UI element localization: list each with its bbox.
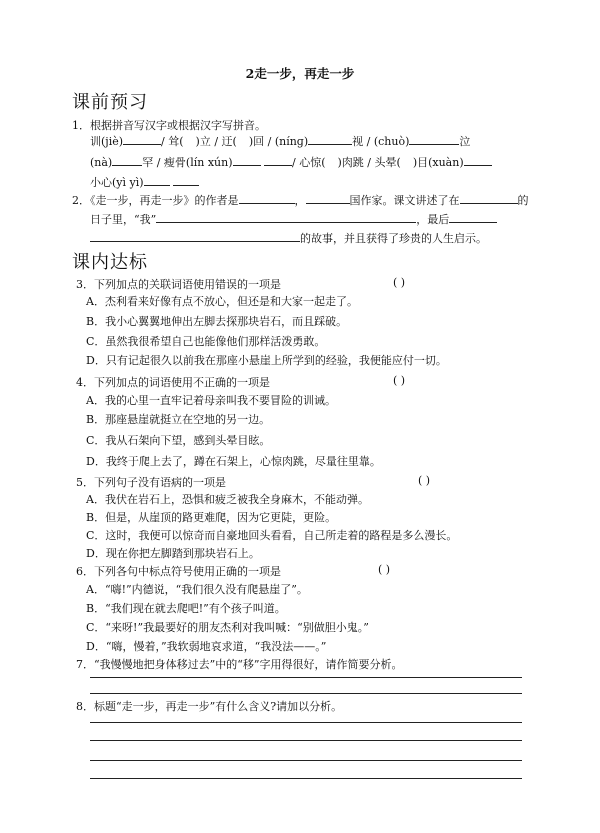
question-4-stem: 4．下列加点的词语使用不正确的一项是 — [76, 376, 270, 389]
question-5-stem: 5．下列句子没有语病的一项是 — [76, 476, 226, 489]
question-1-row-2: (nà) 罕 / 瘦骨(lín xún) / 心惊( )肉跳 / 头晕( )目(xuàn) — [90, 154, 492, 170]
question-8-stem: 8．标题“走一步，再走一步”有什么含义?请加以分析。 — [76, 700, 343, 713]
option-d[interactable]: D．我终于爬上去了，蹲在石架上，心惊肉跳，尽量往里靠。 — [86, 455, 381, 468]
answer-blank[interactable] — [156, 212, 416, 223]
answer-parenthesis[interactable]: ( ) — [393, 276, 406, 289]
option-c[interactable]: C．虽然我很希望自己也能像他们那样活泼勇敢。 — [86, 335, 326, 348]
answer-blank[interactable] — [449, 212, 497, 223]
option-a[interactable]: A．我伏在岩石上，恐惧和疲乏被我全身麻木，不能动弹。 — [86, 493, 369, 506]
option-d[interactable]: D．只有记起很久以前我在那座小悬崖上所学到的经验，我便能应付一切。 — [86, 354, 447, 367]
option-c[interactable]: C．“来呀!”我最要好的朋友杰利对我叫喊：“别做胆小鬼。” — [86, 621, 369, 634]
option-b[interactable]: B．我小心翼翼地伸出左脚去探那块岩石，而且踩破。 — [86, 315, 348, 328]
question-1-row-3: 小心(yì yì) — [90, 174, 199, 190]
answer-line[interactable] — [90, 693, 522, 694]
answer-blank[interactable] — [239, 193, 295, 204]
question-1-stem: 1．根据拼音写汉字或根据汉字写拼音。 — [72, 119, 266, 132]
answer-blank[interactable] — [464, 155, 492, 166]
answer-blank[interactable] — [409, 134, 459, 145]
question-2-line-3: 的故事，并且获得了珍贵的人生启示。 — [90, 230, 487, 246]
answer-blank[interactable] — [264, 155, 292, 166]
answer-blank[interactable] — [90, 231, 300, 242]
answer-blank[interactable] — [308, 134, 352, 145]
answer-line[interactable] — [90, 740, 522, 741]
question-2-line-1: 2．《走一步，再走一步》的作者是 ， 国作家。课文讲述了在 的 — [72, 194, 529, 207]
answer-blank[interactable] — [306, 193, 350, 204]
question-3-stem: 3．下列加点的关联词语使用错误的一项是 — [76, 278, 281, 291]
answer-blank[interactable] — [233, 155, 261, 166]
option-d[interactable]: D．“嗨，慢着，”我软弱地哀求道，“我没法——。” — [86, 640, 327, 653]
option-b[interactable]: B．但是，从崖顶的路更难爬，因为它更陡，更险。 — [86, 511, 337, 524]
section-heading-preview: 课前预习 — [72, 92, 148, 113]
option-a[interactable]: A．杰利看来好像有点不放心，但还是和大家一起走了。 — [86, 295, 358, 308]
answer-line[interactable] — [90, 677, 522, 678]
answer-parenthesis[interactable]: ( ) — [418, 474, 431, 487]
question-6-stem: 6．下列各句中标点符号使用正确的一项是 — [76, 565, 281, 578]
question-1-row-1: 训(jiè) / 耸( )立 / 迂( )回 / (nínɡ) 视 / (chuò) 泣 — [90, 135, 471, 148]
answer-blank[interactable] — [173, 175, 199, 186]
answer-blank[interactable] — [460, 193, 518, 204]
question-7-stem: 7．“我慢慢地把身体移过去”中的“移”字用得很好，请作简要分析。 — [76, 658, 403, 671]
option-b[interactable]: B．那座悬崖就挺立在空地的另一边。 — [86, 413, 271, 426]
question-2-line-2: 日子里，“我” ，最后 — [90, 211, 497, 227]
answer-parenthesis[interactable]: ( ) — [378, 563, 391, 576]
answer-parenthesis[interactable]: ( ) — [393, 374, 406, 387]
page-title: 2走一步，再走一步 — [245, 66, 355, 81]
answer-blank[interactable] — [123, 134, 161, 145]
answer-line[interactable] — [90, 722, 522, 723]
option-c[interactable]: C．我从石架向下望，感到头晕目眩。 — [86, 434, 271, 447]
answer-blank[interactable] — [144, 175, 170, 186]
option-d[interactable]: D．现在你把左脚踏到那块岩石上。 — [86, 547, 260, 560]
answer-blank[interactable] — [112, 155, 142, 166]
option-a[interactable]: A．“嗨!”内德说，“我们很久没有爬悬崖了”。 — [86, 583, 308, 596]
answer-line[interactable] — [90, 760, 522, 761]
option-b[interactable]: B．“我们现在就去爬吧!”有个孩子叫道。 — [86, 602, 286, 615]
section-heading-classwork: 课内达标 — [72, 252, 148, 273]
option-c[interactable]: C．这时，我便可以惊奇而自豪地回头看看，自己所走着的路程是多么漫长。 — [86, 529, 458, 542]
option-a[interactable]: A．我的心里一直牢记着母亲叫我不要冒险的训诫。 — [86, 394, 336, 407]
answer-line[interactable] — [90, 778, 522, 779]
